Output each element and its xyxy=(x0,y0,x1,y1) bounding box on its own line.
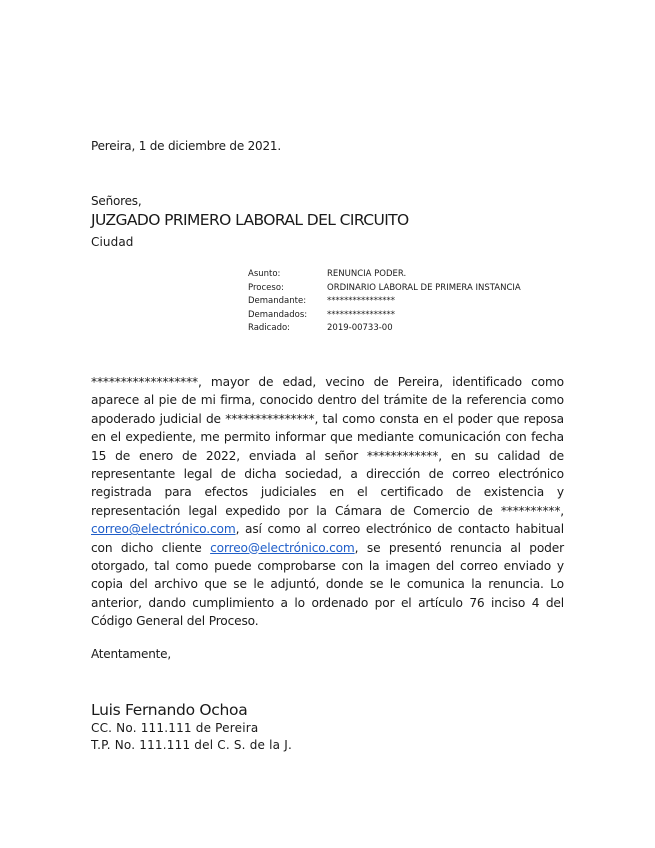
reference-row xyxy=(248,269,521,283)
body-text: , se presentó renuncia al poder otorgado, tal como puede comprobarse con la imagen del correo enviado y copia del archivo que se le adjuntó, donde se le comunica la renuncia. Lo anterior, dando cumplimiento a lo ordenado por el artículo 76 inciso 4 del Código General del Proceso. xyxy=(91,540,564,629)
body-paragraph xyxy=(91,373,564,631)
signature-id: CC. No. 111.111 de Pereira xyxy=(91,721,259,735)
city-line: Ciudad xyxy=(91,235,134,249)
greeting: Señores, xyxy=(91,194,142,208)
signature-tp: T.P. No. 111.111 del C. S. de la J. xyxy=(91,738,292,752)
reference-row xyxy=(248,296,521,310)
reference-key: Radicado: xyxy=(248,323,291,334)
closing: Atentamente, xyxy=(91,647,171,661)
reference-value: **************** xyxy=(327,309,395,320)
reference-key: Demandados: xyxy=(248,309,308,320)
reference-key: Asunto: xyxy=(248,269,281,279)
letter-body xyxy=(91,373,564,631)
reference-row xyxy=(248,310,521,324)
reference-key: Demandante: xyxy=(248,296,307,307)
reference-value: 2019-00733-00 xyxy=(327,323,393,334)
reference-block xyxy=(248,269,521,337)
reference-row xyxy=(248,323,521,337)
reference-row xyxy=(248,283,521,297)
body-text: , así como al correo electrónico de contacto habitual con dicho cliente xyxy=(91,522,564,555)
signature-name: Luis Fernando Ochoa xyxy=(91,701,248,719)
email-link[interactable]: correo@electrónico.com xyxy=(91,522,236,537)
letter-date: Pereira, 1 de diciembre de 2021. xyxy=(91,139,281,153)
email-link[interactable]: correo@electrónico.com xyxy=(210,540,355,555)
reference-value: **************** xyxy=(327,296,395,307)
reference-value: RENUNCIA PODER. xyxy=(327,269,407,279)
reference-key: Proceso: xyxy=(248,282,284,293)
court-name: JUZGADO PRIMERO LABORAL DEL CIRCUITO xyxy=(91,211,409,229)
body-text: ******************, mayor de edad, vecino de Pereira, identificado como aparece al pie de mi firma, conocido dentro del trámite de la referencia como apoderado judicial de ***************, tal como consta en el poder que reposa en el expediente, me permito informar que mediante comunicación con fecha 15 de enero de 2022, enviada al señor ************, en su calidad de representante legal de dicha sociedad, a dirección de correo electrónico registrada para efectos judiciales en el certificado de existencia y representación legal expedido por la Cámara de Comercio de **********, xyxy=(91,375,564,518)
reference-value: ORDINARIO LABORAL DE PRIMERA INSTANCIA xyxy=(327,282,521,293)
